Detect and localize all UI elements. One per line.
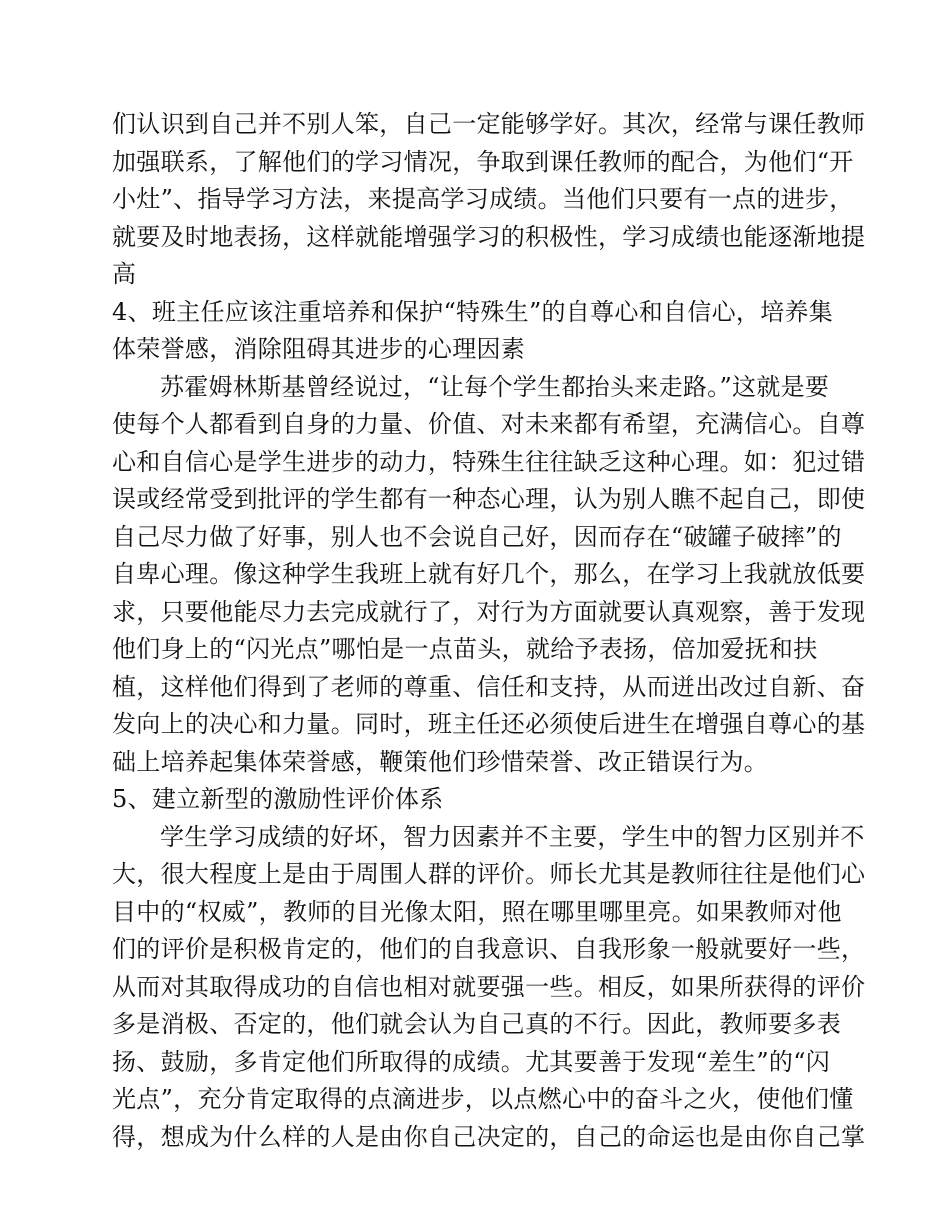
text-line: 高 [112,260,137,288]
text-line: 多是消极、否定的，他们就会认为自己真的不行。因此，教师要多表 [112,1010,841,1038]
paragraph-first-line: 苏霍姆林斯基曾经说过，“让每个学生都抬头来走路。”这就是要 [160,372,830,401]
text-line: 扬、鼓励，多肯定他们所取得的成绩。尤其要善于发现“差生”的“闪 [112,1047,831,1076]
text-line: 体荣誉感，消除阻碍其进步的心理因素 [112,335,526,363]
text-line: 们认识到自己并不别人笨，自己一定能够学好。其次，经常与课任教师 [112,110,866,138]
text-line: 4、班主任应该注重培养和保护“特殊生”的自尊心和自信心，培养集 [112,297,834,326]
paragraph-first-line: 学生学习成绩的好坏，智力因素并不主要，学生中的智力区别并不 [160,822,865,851]
text-line: 5、建立新型的激励性评价体系 [112,785,444,813]
text-line: 发向上的决心和力量。同时，班主任还必须使后进生在增强自尊心的基 [112,710,866,738]
text-line: 光点”，充分肯定取得的点滴进步，以点燃心中的奋斗之火，使他们懂 [112,1085,854,1113]
text-line: 他们身上的“闪光点”哪怕是一点苗头，就给予表扬，倍加爱抚和扶 [112,635,818,663]
text-line: 植，这样他们得到了老师的尊重、信任和支持，从而迸出改过自新、奋 [112,672,866,701]
text-line: 自己尽力做了好事，别人也不会说自己好，因而存在“破罐子破摔”的 [112,522,842,551]
text-line: 得，想成为什么样的人是由你自己决定的，自己的命运也是由你自己掌 [112,1122,866,1151]
text-line: 就要及时地表扬，这样就能增强学习的积极性，学习成绩也能逐渐地提 [112,222,866,251]
document-body [112,106,866,1156]
text-line: 心和自信心是学生进步的动力，特殊生往往缺乏这种心理。如：犯过错 [112,447,866,476]
text-line: 求，只要他能尽力去完成就行了，对行为方面就要认真观察，善于发现 [112,597,866,626]
text-line: 加强联系，了解他们的学习情况，争取到课任教师的配合，为他们“开 [112,147,854,176]
text-line: 误或经常受到批评的学生都有一种态心理，认为别人瞧不起自己，即使 [112,485,866,513]
text-line: 小灶”、指导学习方法，来提高学习成绩。当他们只要有一点的进步， [112,185,854,213]
text-line: 自卑心理。像这种学生我班上就有好几个，那么，在学习上我就放低要 [112,560,866,588]
text-line: 使每个人都看到自身的力量、价值、对未来都有希望，充满信心。自尊 [112,410,866,438]
text-line: 们的评价是积极肯定的，他们的自我意识、自我形象一般就要好一些， [112,935,866,963]
text-line: 从而对其取得成功的自信也相对就要强一些。相反，如果所获得的评价 [112,972,866,1001]
text-line: 础上培养起集体荣誉感，鞭策他们珍惜荣誉、改正错误行为。 [112,747,769,776]
text-line: 目中的“权威”，教师的目光像太阳，照在哪里哪里亮。如果教师对他 [112,897,842,926]
text-line: 大，很大程度上是由于周围人群的评价。师长尤其是教师往往是他们心 [112,860,866,888]
